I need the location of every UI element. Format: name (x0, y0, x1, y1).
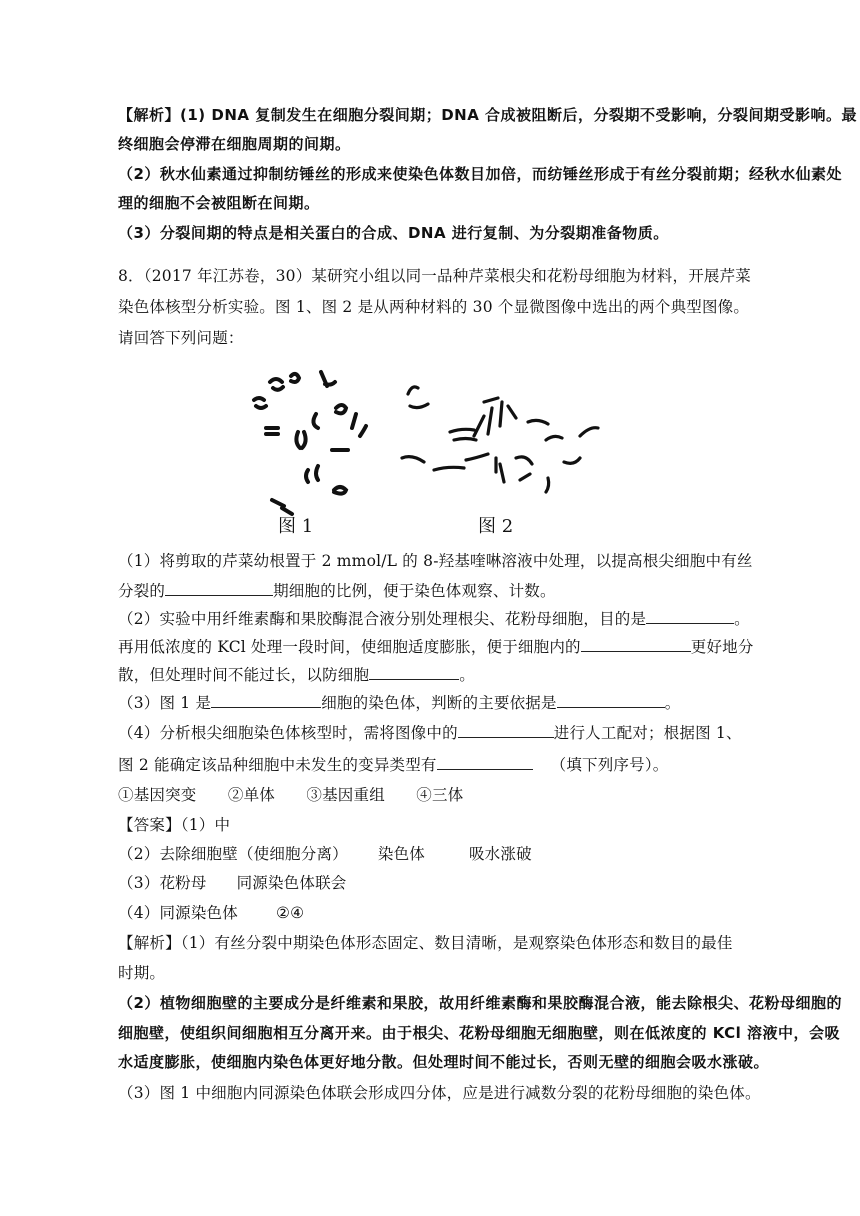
q4-text-before: （4）分析根尖细胞染色体核型时，需将图像中的 (118, 724, 458, 742)
q4-answer-blank-1[interactable] (458, 722, 554, 738)
q2b-text-before: 再用低浓度的 KCl 处理一段时间，使细胞适度膨胀，便于细胞内的 (118, 638, 581, 656)
q1-text-before: 分裂的 (118, 582, 166, 600)
figure1-label: 图 1 (278, 516, 314, 537)
q1-text-after: 期细胞的比例，便于染色体观察、计数。 (273, 582, 556, 600)
q3-text-before: （3）图 1 是 (118, 694, 212, 712)
q4-text-after: 进行人工配对；根据图 1、 (553, 724, 742, 742)
answer-line-4 (118, 902, 304, 924)
question-line-2: 染色体核型分析实验。图 1、图 2 是从两种材料的 30 个显微图像中选出的两个典型图像。 (118, 298, 750, 316)
q2-text-before: （2）实验中用纤维素酶和果胶酶混合液分别处理根尖、花粉母细胞，目的是 (118, 610, 647, 628)
q4-line-2 (118, 754, 668, 776)
answer-4-part-2: ②④ (275, 904, 305, 922)
answer-4-part-1: （4）同源染色体 (118, 904, 238, 922)
q2-line-3 (118, 664, 475, 686)
figure2-chromosomes (402, 387, 598, 492)
analysis2-line-3: （2）植物细胞壁的主要成分是纤维素和果胶，故用纤维素酶和果胶酶混合液，能去除根尖、花粉母细胞的 (118, 994, 842, 1012)
answer-3-part-2: 同源染色体联会 (236, 874, 347, 892)
q3-text-mid: 细胞的染色体，判断的主要依据是 (321, 694, 557, 712)
question-line-3: 请回答下列问题： (118, 329, 244, 347)
q4-options: ①基因突变 ②单体 ③基因重组 ④三体 (118, 786, 464, 804)
figure1-chromosomes (254, 372, 366, 514)
analysis2-line-1: 【解析】（1）有丝分裂中期染色体形态固定、数目清晰，是观察染色体形态和数目的最佳 (118, 934, 733, 952)
answer-2-part-3: 吸水涨破 (468, 845, 532, 863)
analysis2-line-5: 水适度膨胀，使细胞内染色体更好地分散。但处理时间不能过长，否则无壁的细胞会吸水涨破。 (118, 1053, 770, 1071)
analysis1-line-4: 理的细胞不会被阻断在间期。 (118, 194, 320, 212)
analysis1-line-5: （3）分裂间期的特点是相关蛋白的合成、DNA 进行复制、为分裂期准备物质。 (118, 224, 669, 242)
q2-period: 。 (734, 610, 750, 628)
analysis1-line-2: 终细胞会停滞在细胞周期的间期。 (118, 135, 351, 153)
analysis1-line-3: （2）秋水仙素通过抑制纺锤丝的形成来使染色体数目加倍，而纺锤丝形成于有丝分裂前期；经秋水仙素处 (118, 165, 842, 183)
q1-line-1: （1）将剪取的芹菜幼根置于 2 mmol/L 的 8-羟基喹啉溶液中处理，以提高根尖细胞中有丝 (118, 552, 753, 570)
q1-line-2 (118, 580, 556, 602)
q3-period: 。 (664, 694, 681, 712)
answer-2-part-1: （2）去除细胞壁（使细胞分离） (118, 845, 348, 863)
q4-line-1 (118, 722, 742, 744)
q4-answer-blank-2[interactable] (437, 754, 533, 770)
q2-line-2 (118, 636, 754, 658)
q2c-period: 。 (459, 666, 475, 684)
question-line-1: 8．（2017 年江苏卷，30）某研究小组以同一品种芹菜根尖和花粉母细胞为材料，开展芹菜 (118, 267, 752, 285)
analysis1-line-1: 【解析】(1) DNA 复制发生在细胞分裂间期；DNA 合成被阻断后，分裂期不受影响，分裂间期受影响。最 (118, 106, 858, 124)
q2c-text-before: 散，但处理时间不能过长，以防细胞 (118, 666, 370, 684)
q3-answer-blank-2[interactable] (557, 692, 665, 708)
q3-line (118, 692, 680, 714)
answer-line-2 (118, 843, 532, 865)
analysis2-line-6: （3）图 1 中细胞内同源染色体联会形成四分体，应是进行减数分裂的花粉母细胞的染色体。 (118, 1084, 761, 1102)
analysis2-line-2: 时期。 (118, 964, 166, 982)
chromosome-figure (246, 362, 616, 538)
q2-answer-blank-3[interactable] (369, 664, 459, 680)
answer-2-part-2: 染色体 (377, 845, 425, 863)
q2b-text-after: 更好地分 (690, 638, 754, 656)
figure2-label: 图 2 (478, 516, 514, 537)
q4b-text-after: （填下列序号）。 (550, 756, 669, 774)
q2-line-1 (118, 608, 750, 630)
q2-answer-blank-2[interactable] (581, 636, 691, 652)
q4b-text-before: 图 2 能确定该品种细胞中未发生的变异类型有 (118, 756, 437, 774)
answer-3-part-1: （3）花粉母 (118, 874, 207, 892)
answer-line-1: 【答案】（1）中 (118, 816, 231, 834)
q3-answer-blank-1[interactable] (211, 692, 321, 708)
analysis2-line-4: 细胞壁，使组织间细胞相互分离开来。由于根尖、花粉母细胞无细胞壁，则在低浓度的 KCl 溶液中，会吸 (118, 1024, 841, 1042)
q1-answer-blank[interactable] (165, 580, 273, 596)
q2-answer-blank-1[interactable] (646, 608, 734, 624)
answer-line-3 (118, 872, 346, 894)
